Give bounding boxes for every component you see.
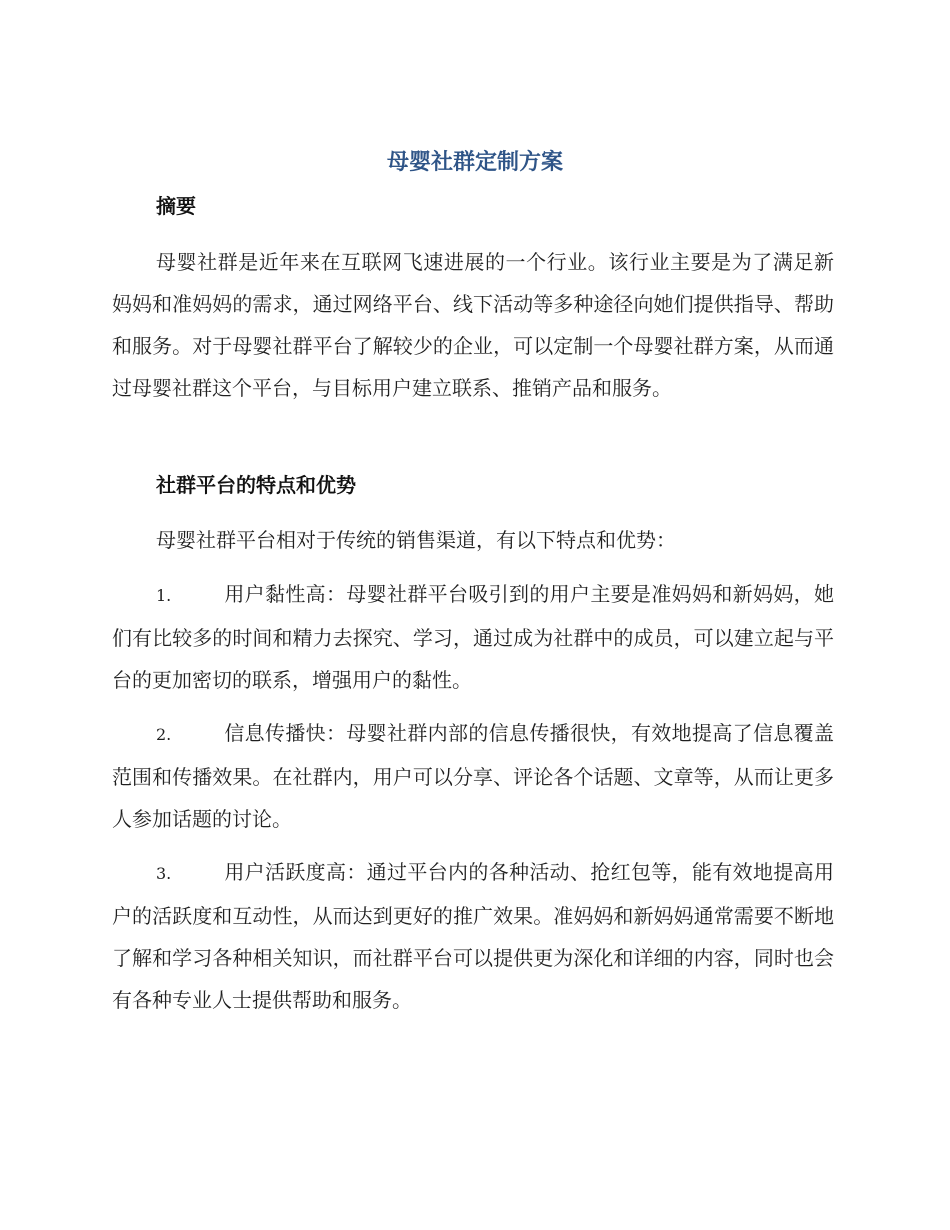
- list-number: 1.: [156, 586, 172, 605]
- section-heading-features: 社群平台的特点和优势: [156, 473, 356, 497]
- list-item-text: 信息传播快：母婴社群内部的信息传播很快，有效地提高了信息覆盖范围和传播效果。在社群内，用户可以分享、评论各个话题、文章等，从而让更多人参加话题的讨论。: [112, 721, 834, 831]
- list-number: 3.: [156, 864, 172, 883]
- summary-paragraph: 母婴社群是近年来在互联网飞速进展的一个行业。该行业主要是为了满足新妈妈和准妈妈的需求，通过网络平台、线下活动等多种途径向她们提供指导、帮助和服务。对于母婴社群平台了解较少的企业，可以定制一个母婴社群方案，从而通过母婴社群这个平台，与目标用户建立联系、推销产品和服务。: [112, 250, 834, 400]
- list-item-2: [112, 712, 834, 840]
- list-number: 2.: [156, 725, 172, 744]
- list-item-1: [112, 573, 834, 701]
- document-title: 母婴社群定制方案: [386, 150, 563, 175]
- list-item-text: 用户黏性高：母婴社群平台吸引到的用户主要是准妈妈和新妈妈，她们有比较多的时间和精力去探究、学习，通过成为社群中的成员，可以建立起与平台的更加密切的联系，增强用户的黏性。: [112, 582, 834, 692]
- list-item-3: [112, 851, 834, 1021]
- section-heading-summary: 摘要: [156, 194, 196, 218]
- features-intro-paragraph: 母婴社群平台相对于传统的销售渠道，有以下特点和优势：: [156, 528, 676, 552]
- list-item-text: 用户活跃度高：通过平台内的各种活动、抢红包等，能有效地提高用户的活跃度和互动性，从而达到更好的推广效果。准妈妈和新妈妈通常需要不断地了解和学习各种相关知识，而社群平台可以提供更为深化和详细的内容，同时也会有各种专业人士提供帮助和服务。: [112, 860, 834, 1012]
